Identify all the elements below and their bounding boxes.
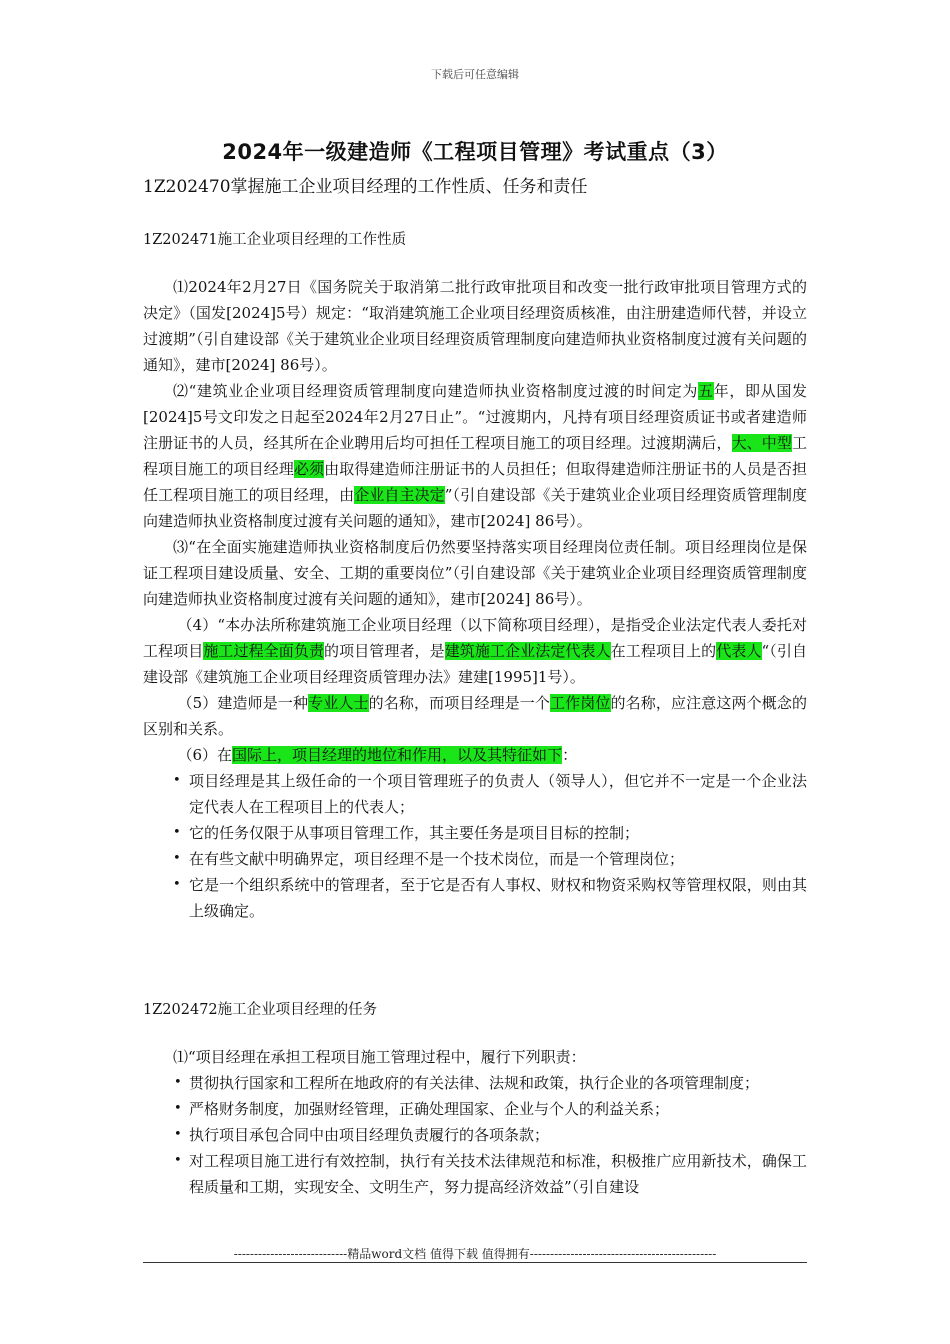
list-item: • 它的任务仅限于从事项目管理工作，其主要任务是项目目标的控制； — [173, 820, 807, 846]
highlight: 代表人 — [716, 642, 762, 660]
highlight: 企业自主决定 — [354, 486, 445, 504]
text-run: “（引自建设部《建筑施工企业项目经理资质管理办法》建建[1995]1号）。 — [143, 642, 807, 686]
highlight: 工作岗位 — [550, 694, 611, 712]
highlight: 国际上，项目经理的地位和作用，以及其特征如下 — [232, 746, 563, 764]
text-run: 年，即从国发[2024]5号文印发之日起至2024年2月27日止”。“过渡期内，凡持有项目经理资质证书或者建造师注册证书的人员，经其所在企业聘用后均可担任工程项目施工的项目经理。过渡期满后， — [143, 382, 807, 452]
text-run: （4）“本办法所称建筑施工企业项目经理（以下简称项目经理），是指受企业法定代表人委托对工程项目 — [143, 616, 807, 660]
subsection-1-body — [143, 274, 807, 924]
paragraph-4 — [143, 612, 807, 690]
paragraph-5 — [143, 690, 807, 742]
document-title: 2024年一级建造师《工程项目管理》考试重点（3） — [222, 140, 728, 164]
list-item: • 它是一个组织系统中的管理者，至于它是否有人事权、财权和物资采购权等管理权限，则由其上级确定。 — [173, 872, 807, 924]
paragraph-6 — [143, 742, 807, 768]
text-run: ： — [562, 746, 578, 764]
bullet-list-1 — [143, 768, 807, 924]
list-item: • 项目经理是其上级任命的一个项目管理班子的负责人（领导人），但它并不一定是一个企业法定代表人在工程项目上的代表人； — [173, 768, 807, 820]
subsection-heading-2: 1Z202472施工企业项目经理的任务 — [143, 1002, 378, 1018]
paragraph-1: ⑴2024年2月27日《国务院关于取消第二批行政审批项目和改变一批行政审批项目管理方式的决定》（国发[2024]5号）规定：“取消建筑施工企业项目经理资质核准，由注册建造师代替，并设立过渡期”（引自建设部《关于建筑业企业项目经理资质管理制度向建造师执业资格制度过渡有关问题的通知》，建市[2024] 86号）。 — [143, 278, 807, 374]
highlight: 专业人士 — [308, 694, 369, 712]
subsection-heading-1: 1Z202471施工企业项目经理的工作性质 — [143, 232, 407, 248]
list-item: • 严格财务制度，加强财经管理，正确处理国家、企业与个人的利益关系； — [143, 1096, 807, 1122]
page-footer: ----------------------------精品word文档 值得下载 值得拥有---------------------------------------------- — [233, 1247, 717, 1261]
text-run: 的项目管理者，是 — [324, 642, 445, 660]
text-run: 工程项目施工的项目经理 — [143, 434, 807, 478]
bullet-list-2 — [143, 1070, 807, 1200]
highlight: 建筑施工企业法定代表人 — [444, 642, 611, 660]
paragraph-3: ⑶“在全面实施建造师执业资格制度后仍然要坚持落实项目经理岗位责任制。项目经理岗位是保证工程项目建设质量、安全、工期的重要岗位”（引自建设部《关于建筑业企业项目经理资质管理制度向建造师执业资格制度过渡有关问题的通知》，建市[2024] 86号）。 — [143, 538, 807, 608]
list-item: • 贯彻执行国家和工程所在地政府的有关法律、法规和政策，执行企业的各项管理制度； — [143, 1070, 807, 1096]
text-run: （5）建造师是一种 — [177, 694, 309, 712]
text-run: 的名称，应注意这两个概念的区别和关系。 — [143, 694, 807, 738]
list-item: • 在有些文献中明确界定，项目经理不是一个技术岗位，而是一个管理岗位； — [173, 846, 807, 872]
list-item: • 执行项目承包合同中由项目经理负责履行的各项条款； — [143, 1122, 807, 1148]
paragraph-2 — [143, 378, 807, 534]
text-run: 的名称，而项目经理是一个 — [368, 694, 551, 712]
page-header: 下载后可任意编辑 — [431, 68, 519, 81]
paragraph-7: ⑴“项目经理在承担工程项目施工管理过程中，履行下列职责： — [173, 1048, 586, 1066]
text-run: 在工程项目上的 — [610, 642, 717, 660]
highlight: 必须 — [293, 460, 325, 478]
highlight: 施工过程全面负责 — [203, 642, 325, 660]
subsection-2-body — [143, 1044, 807, 1200]
highlight: 五 — [698, 382, 714, 400]
list-item: • 对工程项目施工进行有效控制，执行有关技术法律规范和标准，积极推广应用新技术，确保工程质量和工期，实现安全、文明生产，努力提高经济效益”（引自建设 — [143, 1148, 807, 1200]
text-run: （6）在 — [177, 746, 233, 764]
text-run: 由取得建造师注册证书的人员担任；但取得建造师注册证书的人员是否担任工程项目施工的项目经理，由 — [143, 460, 807, 504]
highlight: 大、中型 — [731, 434, 792, 452]
text-run: ”（引自建设部《关于建筑业企业项目经理资质管理制度向建造师执业资格制度过渡有关问题的通知》，建市[2024] 86号）。 — [143, 486, 807, 530]
section-heading: 1Z202470掌握施工企业项目经理的工作性质、任务和责任 — [143, 177, 588, 197]
footer-divider — [143, 1262, 807, 1263]
text-run: ⑵“建筑业企业项目经理资质管理制度向建造师执业资格制度过渡的时间定为 — [173, 382, 699, 400]
